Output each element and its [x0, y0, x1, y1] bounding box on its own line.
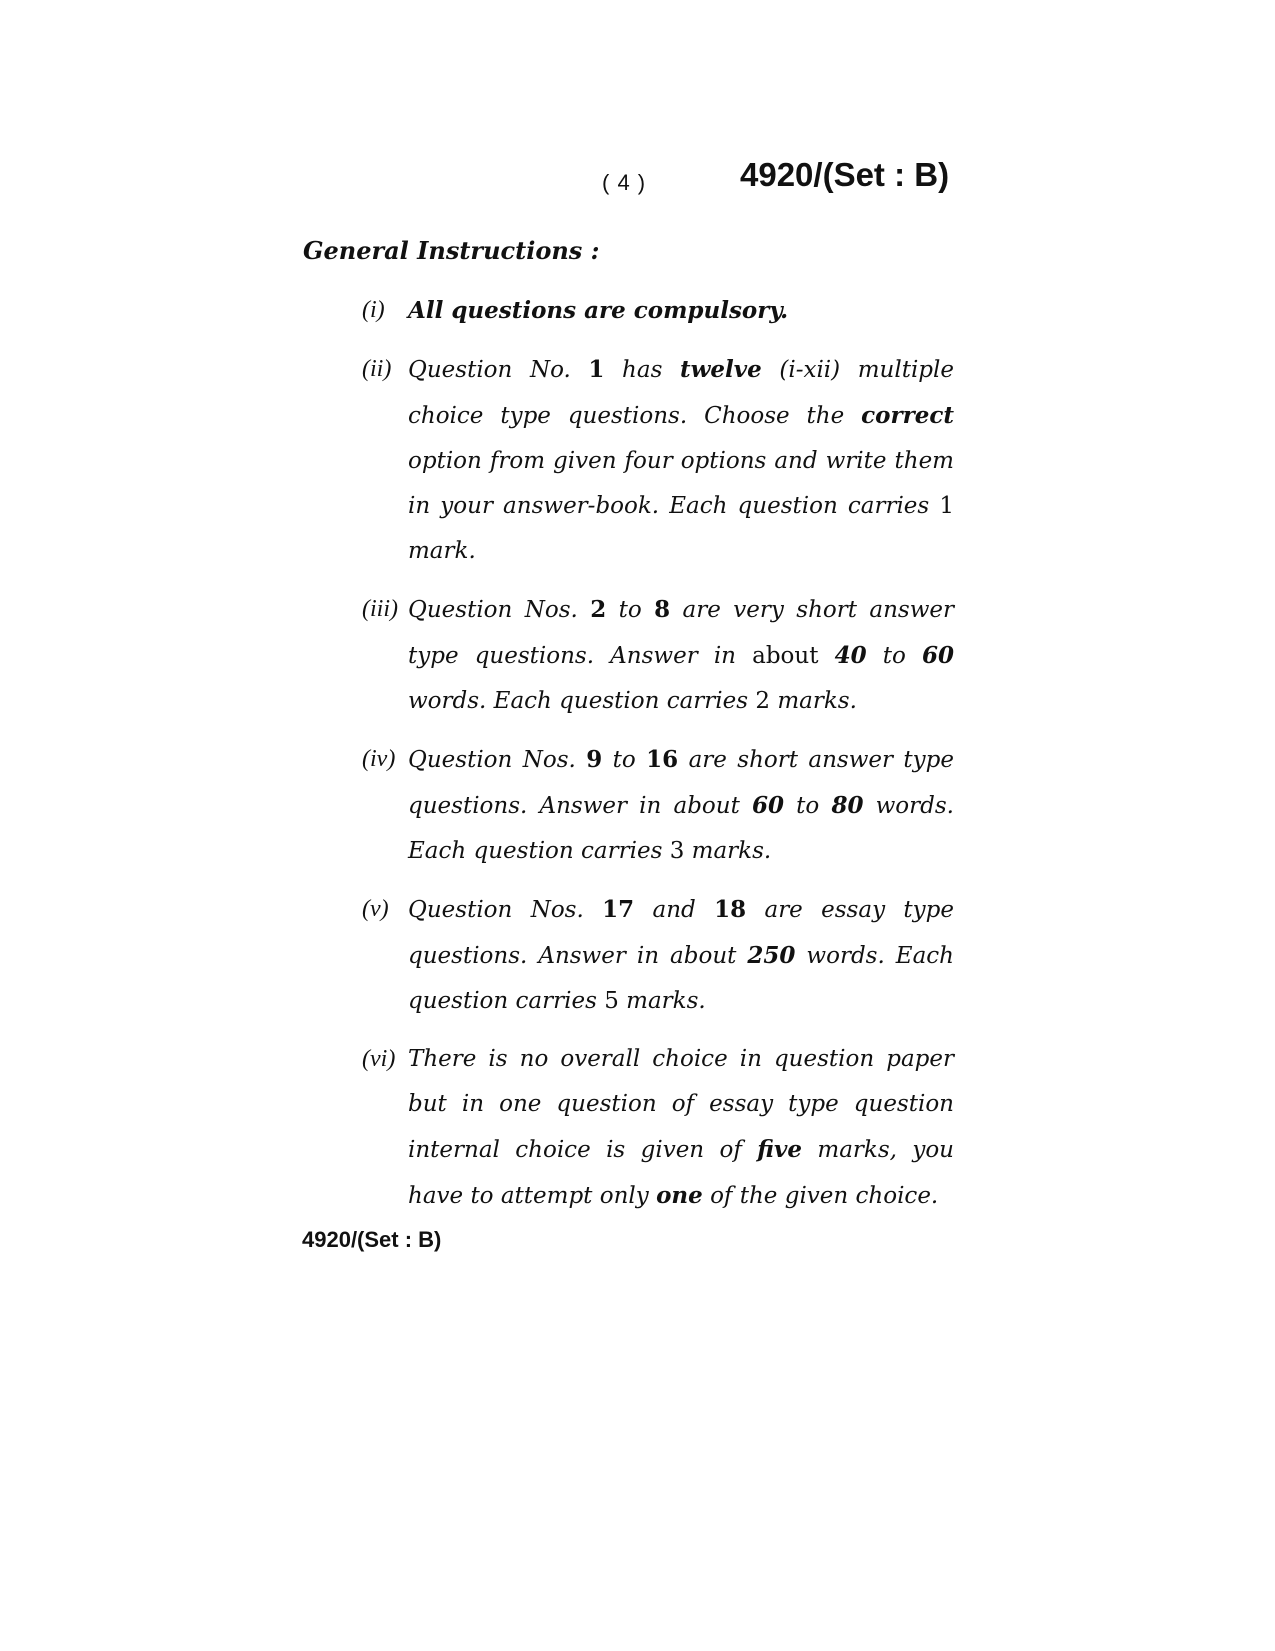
text-segment: option from given four options and write them in your answer-book. Each question carries: [408, 448, 954, 519]
text-segment: words. Each question carries: [408, 793, 954, 864]
instruction-item-5: [362, 887, 954, 1024]
instruction-item-6: [362, 1037, 954, 1219]
text-segment: and: [634, 897, 715, 923]
text-segment: marks, you have to attempt only: [408, 1137, 954, 1209]
text-segment: There is no overall choice in question paper but in one question of essay type question internal choice is given of: [408, 1046, 954, 1163]
text-segment: marks.: [770, 688, 857, 714]
bold-number: 8: [654, 596, 671, 623]
text-segment: has: [604, 357, 680, 383]
instruction-item-1: [362, 288, 954, 334]
page-number: ( 4 ): [602, 170, 647, 195]
text-segment: Question No.: [408, 357, 589, 383]
text-segment: are essay type questions. Answer in about: [408, 897, 954, 969]
bold-number: 60: [752, 792, 785, 819]
footer-paper-code: 4920/(Set : B): [302, 1227, 442, 1252]
text-segment: (i-xii) multiple choice type questions. Choose the: [408, 357, 954, 429]
text-segment: Question Nos.: [408, 597, 591, 623]
bold-number: 18: [714, 896, 747, 923]
bold-number: 40: [834, 642, 867, 669]
instruction-item-3: [362, 587, 954, 724]
bold-text: twelve: [679, 356, 762, 383]
text-segment: marks.: [618, 988, 706, 1014]
instruction-number: (i): [362, 297, 385, 323]
text-segment: about: [752, 643, 819, 669]
instruction-text: [408, 887, 954, 1024]
bold-text: All questions are compulsory.: [408, 297, 789, 324]
text-segment: of the given choice.: [702, 1183, 939, 1209]
bold-number: 2: [590, 596, 607, 623]
instruction-item-4: [362, 737, 954, 874]
text-segment: words. Each question carries: [408, 688, 756, 714]
text-segment: are short answer type questions. Answer in about: [408, 747, 954, 819]
text-segment: mark.: [408, 538, 476, 564]
instruction-number: (iv): [362, 746, 396, 772]
bold-number: 1: [588, 356, 605, 383]
instruction-text: [408, 587, 954, 724]
bold-text: five: [757, 1136, 802, 1163]
instruction-number: (vi): [362, 1046, 396, 1072]
general-instructions-title: General Instructions :: [303, 236, 600, 265]
bold-text: correct: [861, 402, 954, 429]
text-segment: [818, 643, 834, 669]
instruction-text: [408, 737, 954, 874]
text-segment: to: [784, 793, 832, 819]
bold-number: 250: [747, 942, 796, 969]
header-paper-code: 4920/(Set : B): [740, 156, 950, 193]
text-segment: to: [606, 597, 655, 623]
bold-text: one: [656, 1182, 703, 1209]
text-segment: Question Nos.: [408, 897, 603, 923]
bold-number: 17: [602, 896, 635, 923]
text-segment: Question Nos.: [408, 747, 587, 773]
instruction-text: [408, 288, 954, 334]
text-segment: to: [866, 643, 922, 669]
instruction-text: [408, 1037, 954, 1219]
marks-number: 5: [604, 988, 619, 1014]
instruction-number: (iii): [362, 596, 398, 622]
instruction-number: (v): [362, 896, 389, 922]
bold-number: 9: [586, 746, 603, 773]
bold-number: 80: [831, 792, 864, 819]
instructions-list: [362, 288, 954, 1232]
text-segment: words. Each question carries: [408, 943, 954, 1014]
text-segment: are very short answer type questions. Answer in: [408, 597, 954, 669]
marks-number: 3: [669, 838, 685, 864]
instruction-text: [408, 347, 954, 574]
marks-number: 2: [755, 688, 771, 714]
text-segment: to: [602, 747, 647, 773]
text-segment: marks.: [684, 838, 772, 864]
instruction-item-2: [362, 347, 954, 574]
bold-number: 16: [646, 746, 679, 773]
instruction-number: (ii): [362, 356, 392, 382]
marks-number: 1: [939, 493, 954, 519]
bold-number: 60: [921, 642, 954, 669]
